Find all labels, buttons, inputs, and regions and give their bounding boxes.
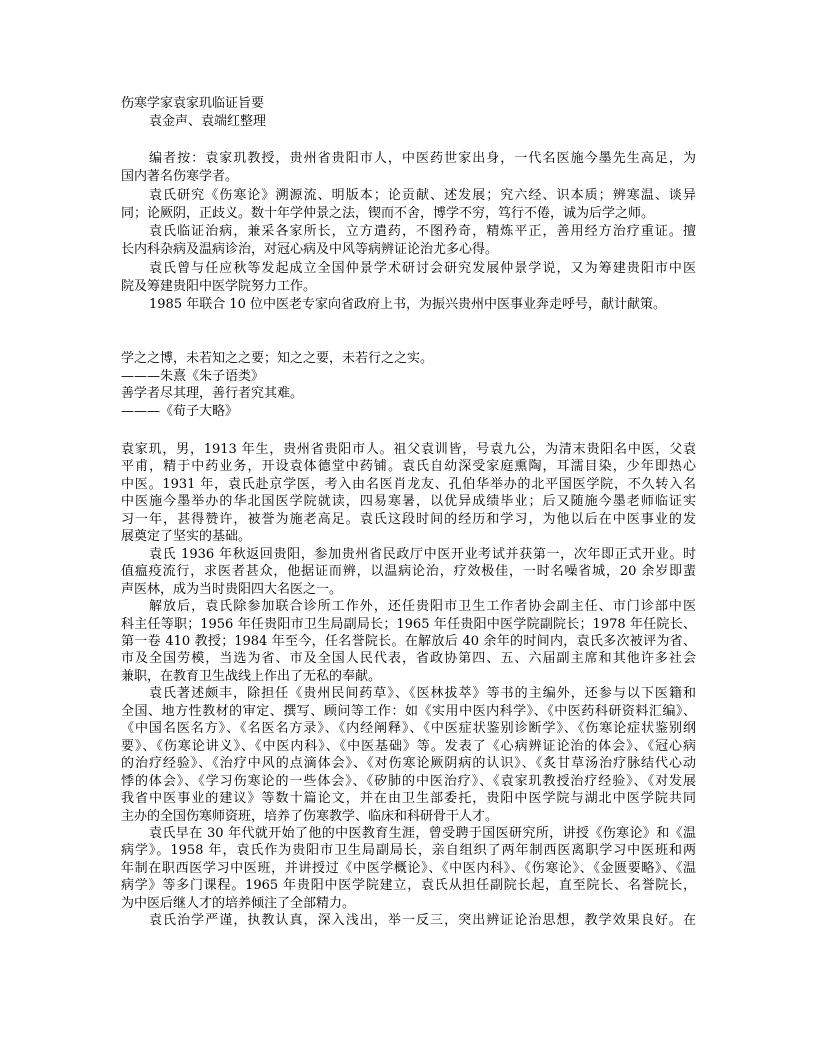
text-line: 的治疗经验》、《治疗中风的点滴体会》、《对伤寒论厥阴病的认识》、《炙甘草汤治疗脉结代心动 [121, 756, 696, 772]
text-line: 科主任等职；1956 年任贵阳市卫生局副局长；1965 年任贵阳中医学院副院长；1978 年任院长、 [121, 616, 696, 632]
text-line: 平甫，精于中药业务，开设袁体德堂中药铺。袁氏自幼深受家庭熏陶，耳濡目染，少年即热心 [121, 459, 696, 475]
paragraph [121, 260, 696, 297]
text-line: 中医施今墨举办的华北国医学院就读，四易寒暑，以优异成绩毕业；后又随施今墨老师临证实 [121, 494, 696, 510]
document-byline: 袁金声、袁端红整理 [149, 114, 267, 130]
paragraph [121, 912, 696, 929]
text-line: 袁家玑，男，1913 年生，贵州省贵阳市人。祖父袁训皆，号袁九公，为清末贵阳名中医，父袁 [121, 442, 696, 457]
text-line: 要》、《伤寒论讲义》、《中医内科》、《中医基础》等。发表了《心病辨证论治的体会》、《冠心病 [121, 738, 696, 754]
text-line: 《中国名医名方》、《名医名方录》、《内经阐释》、《中医症状鉴别诊断学》、《伤寒论症状鉴别纲 [121, 721, 696, 737]
text-line: 国内著名伤寒学者。 [121, 169, 239, 185]
text-line: 同；论厥阴，正歧义。数十年学仲景之法，锲而不舍，博学不穷，笃行不倦，诚为后学之师。 [121, 205, 655, 221]
text-line: 袁氏著述颇丰，除担任《贵州民间药草》、《医林拔萃》等书的主编外，还参与以下医籍和 [149, 686, 696, 702]
paragraph [121, 598, 696, 685]
quote-attribution: ———《荀子大略》 [121, 404, 239, 420]
text-line: 市及全国劳模，当选为省、市及全国人民代表，省政协第四、五、六届副主席和其他许多社会 [121, 651, 696, 667]
text-line: 悸的体会》、《学习伤寒论的一些体会》、《矽肺的中医治疗》、《袁家玑教授治疗经验》、《对发展 [121, 773, 696, 789]
quote-attribution: ———朱熹《朱子语类》 [121, 368, 265, 384]
text-line: 主办的全国伤寒师资班，培养了伤寒教学、临床和科研骨干人才。 [121, 808, 499, 824]
text-line: 长内科杂病及温病诊治，对冠心病及中风等病辨证论治尤多心得。 [121, 242, 499, 258]
text-line: 袁氏曾与任应秋等发起成立全国仲景学术研讨会研究发展仲景学说，又为筹建贵阳市中医 [149, 260, 696, 276]
paragraph [121, 296, 696, 314]
text-line: 1985 年联合 10 位中医老专家向省政府上书，为振兴贵州中医事业奔走呼号，献计献策。 [149, 297, 667, 313]
paragraph [121, 187, 696, 224]
text-line: 解放后，袁氏除参加联合诊所工作外，还任贵阳市卫生工作者协会副主任、市门诊部中医 [149, 599, 696, 615]
text-line: 全国、地方性教材的审定、撰写、顾问等工作：如《实用中医内科学》、《中医药科研资料汇编》、 [121, 703, 696, 719]
text-line: 袁氏治学严谨，执教认真，深入浅出，举一反三，突出辨证论治思想，教学效果良好。在 [149, 913, 696, 929]
quote-text: 善学者尽其理，善行者究其难。 [121, 386, 304, 402]
text-line: 病学》。1958 年，袁氏作为贵阳市卫生局副局长，亲自组织了两年制西医离职学习中医班和两 [121, 843, 696, 859]
paragraph [121, 546, 696, 598]
editor-note [121, 150, 696, 315]
text-line: 袁氏临证治病，兼采各家所长，立方遣药，不图矜奇，精炼平正，善用经方治疗重证。擅 [149, 224, 696, 240]
text-line: 袁氏早在 30 年代就开始了他的中医教育生涯，曾受聘于国医研究所，讲授《伤寒论》和《温 [149, 825, 696, 841]
text-line: 病学》等多门课程。1965 年贵阳中医学院建立，袁氏从担任副院长起，直至院长、名誉院长， [121, 878, 696, 894]
text-line: 编者按：袁家玑教授，贵州省贵阳市人，中医药世家出身，一代名医施今墨先生高足，为 [149, 151, 696, 166]
text-line: 展奠定了坚实的基础。 [121, 529, 252, 545]
text-line: 为中医后继人才的培养倾注了全部精力。 [121, 895, 356, 911]
text-line: 值瘟疫流行，求医者甚众，他据证而辨，以温病论治，疗效极佳，一时名噪省城，20 余岁即蜚 [121, 564, 696, 580]
document-title: 伤寒学家袁家玑临证旨要 [121, 96, 265, 111]
text-line: 声医林，成为当时贵阳四大名医之一。 [121, 581, 343, 597]
paragraph [121, 441, 696, 546]
text-line: 年制在职西医学习中医班，并讲授过《中医学概论》、《中医内科》、《伤寒论》、《金匮要略》、《温 [121, 860, 696, 876]
text-line: 中医。1931 年，袁氏赴京学医，考入由名医肖龙友、孔伯华举办的北平国医学院，不久转入名 [121, 476, 696, 492]
text-line: 袁氏 1936 年秋返回贵阳，参加贵州省民政厅中医开业考试并获第一，次年即正式开业。时 [149, 546, 696, 562]
paragraph [121, 825, 696, 912]
text-line: 第一卷 410 教授；1984 年至今，任名誉院长。在解放后 40 余年的时间内，袁氏多次被评为省、 [121, 633, 696, 649]
paragraph [121, 223, 696, 260]
epigraph-quotes [121, 350, 696, 421]
paragraph [121, 685, 696, 825]
quote-text: 学之之博，未若知之之要；知之之要，未若行之之实。 [121, 351, 434, 366]
text-line: 我省中医事业的建议》等数十篇论文，并在由卫生部委托，贵阳中医学院与湖北中医学院共同 [121, 791, 696, 807]
document-header [121, 95, 696, 132]
text-line: 兼职，在教育卫生战线上作出了无私的奉献。 [121, 668, 382, 684]
text-line: 袁氏研究《伤寒论》溯源流、明版本；论贡献、述发展；究六经、识本质；辨寒温、谈异 [149, 187, 696, 203]
document-body [121, 441, 696, 930]
text-line: 习一年，甚得赞许，被誉为施老高足。袁氏这段时间的经历和学习，为他以后在中医事业的发 [121, 511, 696, 527]
paragraph [121, 150, 696, 187]
text-line: 院及筹建贵阳中医学院努力工作。 [121, 279, 317, 295]
